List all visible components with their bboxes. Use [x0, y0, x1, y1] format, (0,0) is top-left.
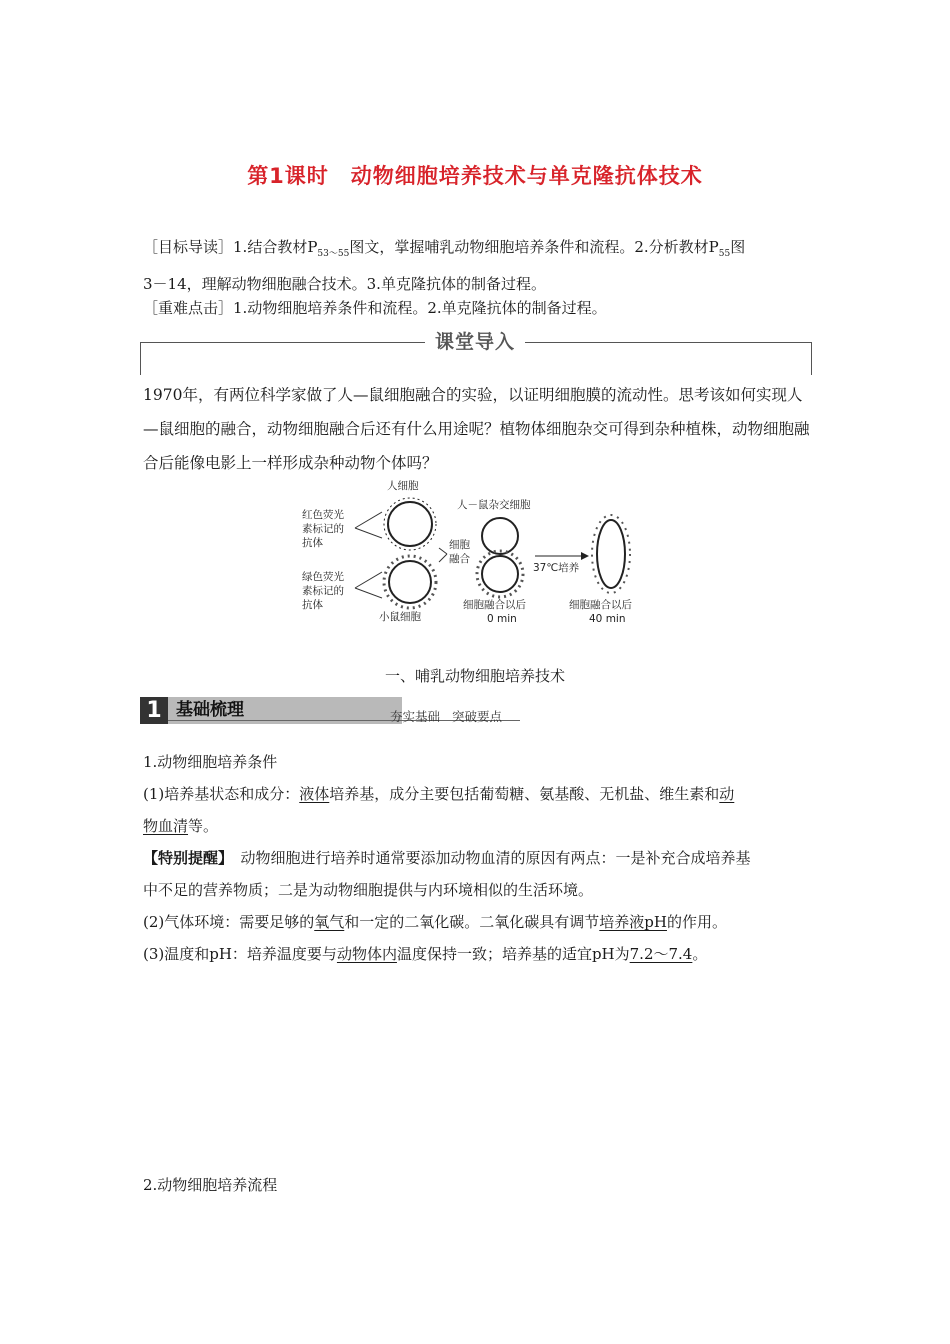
learning-goals — [143, 232, 813, 299]
classroom-intro-heading: 课堂导入 — [425, 328, 525, 356]
answer-serum-b: 物血清 — [143, 817, 189, 835]
fusion-label-2: 融合 — [449, 553, 470, 565]
goal-page: 55 — [718, 249, 731, 259]
fusion-label-1: 细胞 — [449, 539, 470, 551]
green-label-1: 绿色荧光 — [302, 571, 344, 583]
note-tag: 【特别提醒】 — [143, 849, 226, 867]
banner-title: 基础梳理 — [176, 700, 244, 720]
answer-serum-a: 动 — [719, 785, 735, 803]
after-40-label-b: 40 min — [589, 613, 626, 625]
red-label-2: 素标记的 — [302, 523, 344, 535]
page-title: 第1课时 动物细胞培养技术与单克隆抗体技术 — [247, 164, 703, 188]
section-title: 一、哺乳动物细胞培养技术 — [384, 667, 565, 685]
culture-label: 37℃培养 — [533, 562, 580, 574]
red-label-1: 红色荧光 — [302, 509, 344, 521]
answer-ph-range: 7.2～7.4 — [629, 945, 693, 963]
banner-number: 1 — [140, 697, 168, 724]
human-cell — [388, 502, 432, 546]
goal-text-3: 图 — [730, 238, 746, 256]
answer-ph: 培养液pH — [599, 913, 667, 931]
special-note: 【特别提醒】 动物细胞进行培养时通常要添加动物血清的原因有两点：一是补充合成培养基 — [143, 849, 751, 867]
fused-cell-40min — [597, 520, 625, 588]
goal-text-1: 1.结合教材P — [233, 238, 318, 256]
green-label-3: 抗体 — [302, 599, 323, 611]
after-0-label-a: 细胞融合以后 — [463, 599, 526, 611]
basics-banner — [140, 697, 520, 727]
after-0-label-b: 0 min — [487, 613, 517, 625]
goal-text-2: 图文，掌握哺乳动物细胞培养条件和流程。2.分析教材P — [349, 238, 719, 256]
temp-item: (3)温度和pH：培养温度要与动物体内温度保持一致；培养基的适宜pH为7.2～7.4。 — [143, 945, 708, 963]
red-label-3: 抗体 — [302, 537, 323, 549]
goal-label: ［目标导读］ — [143, 238, 234, 256]
culture-conditions: 1.动物细胞培养条件 (1)培养基状态和成分：液体培养基，成分主要包括葡萄糖、氨基酸、无机盐、维生素和动 物血清等。 【特别提醒】 动物细胞进行培养时通常要添加动物血清的原因有两点：一是补充合成培养基 中不足的营养物质；二是为动物细胞提供与内环境相似的生活环境。 (2)气体环境：需要足够的氧气和一定的二氧化碳。二氧化碳具有调节培养液pH的作用。 (3)温度和pH：培养温度要与动物体内温度保持一致；培养基的适宜pH为7.2～7.4。 — [143, 746, 813, 970]
after-40-label-a: 细胞融合以后 — [569, 599, 632, 611]
green-label-2: 素标记的 — [302, 585, 344, 597]
gas-item: (2)气体环境：需要足够的氧气和一定的二氧化碳。二氧化碳具有调节培养液pH的作用。 — [143, 913, 727, 931]
hybrid-cell-bottom — [482, 556, 518, 592]
answer-oxygen: 氧气 — [314, 913, 345, 931]
mouse-cell — [389, 561, 431, 603]
intro-paragraph: 1970年，有两位科学家做了人—鼠细胞融合的实验，以证明细胞膜的流动性。思考该如何实现人—鼠细胞的融合，动物细胞融合后还有什么用途呢？植物体细胞杂交可得到杂种植株，动物细胞融合后能像电影上一样形成杂种动物个体吗？ — [143, 386, 810, 472]
hybrid-cell-label: 人－鼠杂交细胞 — [457, 499, 531, 511]
key-points — [143, 293, 813, 323]
key-points-text: 1.动物细胞培养条件和流程。2.单克隆抗体的制备过程。 — [233, 299, 607, 317]
key-points-label: ［重难点击］ — [143, 299, 234, 317]
heading-1: 1.动物细胞培养条件 — [143, 753, 278, 771]
answer-liquid: 液体 — [299, 785, 330, 803]
cell-fusion-figure — [297, 476, 657, 626]
human-cell-label: 人细胞 — [387, 480, 419, 492]
answer-body: 动物体内 — [336, 945, 397, 963]
heading-2: 2.动物细胞培养流程 — [143, 1176, 278, 1194]
banner-subtitle: 夯实基础 突破要点 — [390, 709, 502, 724]
medium-item: (1)培养基状态和成分：液体培养基，成分主要包括葡萄糖、氨基酸、无机盐、维生素和动 — [143, 785, 735, 803]
goal-text-4: 3－14，理解动物细胞融合技术。3.单克隆抗体的制备过程。 — [143, 275, 546, 293]
mouse-cell-label: 小鼠细胞 — [379, 611, 421, 623]
hybrid-cell-top — [482, 518, 518, 554]
goal-page-range: 53～55 — [317, 249, 350, 259]
